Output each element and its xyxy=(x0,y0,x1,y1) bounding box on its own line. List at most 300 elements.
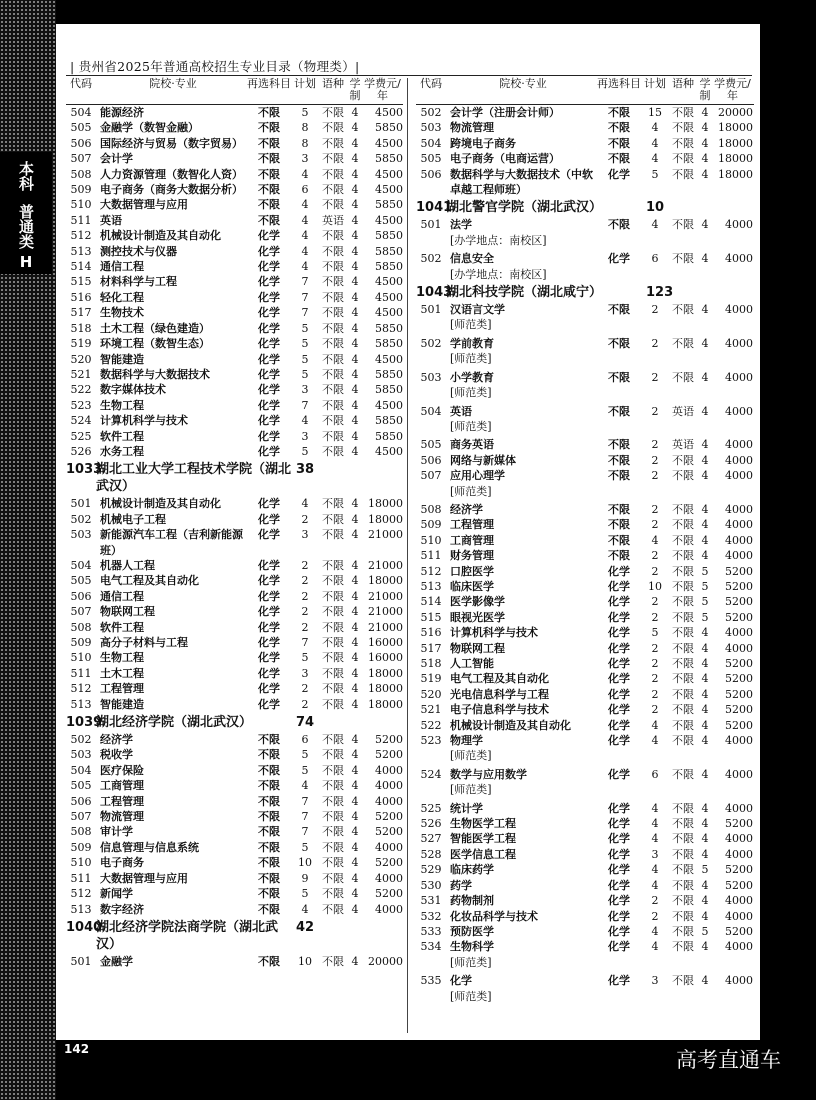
table-row xyxy=(66,182,403,197)
tuition-fee: 21000 xyxy=(368,605,403,619)
major-code: 531 xyxy=(420,894,442,908)
tuition-fee: 4000 xyxy=(725,336,753,350)
table-row xyxy=(416,878,754,893)
years: 4 xyxy=(701,336,709,350)
tuition-fee: 21000 xyxy=(368,589,403,603)
plan-count: 3 xyxy=(301,666,309,680)
elective-subject: 化学 xyxy=(258,444,280,458)
tuition-fee: 4500 xyxy=(375,213,403,227)
plan-count: 7 xyxy=(301,398,309,412)
elective-subject: 化学 xyxy=(258,260,280,274)
table-row xyxy=(66,228,403,243)
plan-count: 15 xyxy=(648,106,662,119)
elective-subject: 化学 xyxy=(258,383,280,397)
plan-count: 5 xyxy=(301,321,309,335)
major-code: 529 xyxy=(420,863,442,877)
language: 不限 xyxy=(672,641,694,655)
major-name: 临床药学 xyxy=(450,863,494,877)
tuition-fee: 4000 xyxy=(375,794,403,808)
major-code: 534 xyxy=(420,940,442,954)
major-code: 510 xyxy=(420,533,442,547)
elective-subject: 不限 xyxy=(258,121,280,135)
elective-subject: 不限 xyxy=(258,840,280,854)
major-code: 507 xyxy=(70,605,92,619)
years: 4 xyxy=(351,352,359,366)
major-name: 学前教育 xyxy=(450,336,494,350)
years: 4 xyxy=(701,469,709,483)
language: 不限 xyxy=(672,610,694,624)
major-name: 通信工程 xyxy=(100,589,144,603)
tuition-fee: 4000 xyxy=(725,404,753,418)
major-name: 智能建造 xyxy=(100,352,144,366)
elective-subject: 化学 xyxy=(608,832,630,846)
major-code: 518 xyxy=(420,657,442,670)
major-code: 521 xyxy=(70,367,92,381)
years: 4 xyxy=(701,703,709,717)
major-code: 501 xyxy=(70,954,92,968)
years: 4 xyxy=(351,697,359,711)
years: 4 xyxy=(351,383,359,397)
language: 不限 xyxy=(322,152,344,166)
years: 4 xyxy=(351,121,359,135)
elective-subject: 化学 xyxy=(608,894,630,908)
table-row xyxy=(66,197,403,212)
major-name: 工程管理 xyxy=(100,794,144,808)
table-row xyxy=(66,120,403,135)
tuition-fee: 18000 xyxy=(368,574,403,588)
table-row xyxy=(416,767,754,782)
tuition-fee: 18000 xyxy=(718,136,753,150)
plan-count: 4 xyxy=(651,152,659,166)
tuition-fee: 4000 xyxy=(725,533,753,547)
major-note: [师范类] xyxy=(450,318,492,332)
years: 4 xyxy=(351,183,359,197)
tuition-fee: 4000 xyxy=(725,303,753,317)
tuition-fee: 4000 xyxy=(725,641,753,655)
major-name: 电子信息科学与技术 xyxy=(450,703,549,717)
tuition-fee: 5200 xyxy=(725,687,753,701)
plan-count: 4 xyxy=(651,878,659,892)
language: 不限 xyxy=(322,136,344,150)
elective-subject: 化学 xyxy=(608,167,630,181)
major-name: 临床医学 xyxy=(450,579,494,593)
elective-subject: 化学 xyxy=(608,940,630,954)
years: 5 xyxy=(701,564,709,578)
years: 5 xyxy=(701,610,709,624)
language: 不限 xyxy=(322,840,344,854)
table-row xyxy=(66,352,403,367)
tuition-fee: 4000 xyxy=(725,894,753,908)
major-name: 电子商务（商务大数据分析） xyxy=(100,183,243,197)
years: 4 xyxy=(701,167,709,181)
table-row xyxy=(416,816,754,831)
plan-count: 4 xyxy=(651,832,659,846)
school-heading xyxy=(416,199,754,216)
page-header: | 贵州省2025年普通高校招生专业目录（物理类）| xyxy=(70,59,360,74)
elective-subject: 不限 xyxy=(258,198,280,212)
tuition-fee: 5850 xyxy=(375,414,403,428)
table-row xyxy=(66,496,403,511)
major-name: 光电信息科学与工程 xyxy=(450,687,549,701)
elective-subject: 化学 xyxy=(608,252,630,266)
elective-subject: 化学 xyxy=(258,414,280,428)
table-row xyxy=(66,429,403,444)
major-code: 510 xyxy=(70,856,92,870)
table-row xyxy=(416,733,754,748)
plan-count: 2 xyxy=(301,620,309,634)
table-row xyxy=(416,641,754,656)
plan-count: 2 xyxy=(301,697,309,711)
years: 4 xyxy=(701,152,709,166)
years: 4 xyxy=(351,733,359,747)
plan-count: 2 xyxy=(651,336,659,350)
major-code: 510 xyxy=(70,198,92,212)
tuition-fee: 5200 xyxy=(725,924,753,938)
years: 4 xyxy=(701,767,709,781)
language: 不限 xyxy=(322,244,344,258)
years: 4 xyxy=(351,275,359,289)
tuition-fee: 4500 xyxy=(375,306,403,320)
years: 4 xyxy=(351,651,359,665)
language: 不限 xyxy=(672,152,694,166)
school-code: 1043 xyxy=(416,285,453,301)
table-row xyxy=(416,151,754,166)
language: 不限 xyxy=(672,167,694,181)
major-note: [师范类] xyxy=(450,419,492,433)
table-row xyxy=(66,213,403,228)
table-row xyxy=(416,801,754,816)
language: 不限 xyxy=(322,321,344,335)
plan-count: 2 xyxy=(651,610,659,624)
major-name: 水务工程 xyxy=(100,444,144,458)
language: 不限 xyxy=(322,512,344,526)
major-code: 518 xyxy=(70,321,92,335)
tuition-fee: 5850 xyxy=(375,198,403,212)
table-row xyxy=(416,404,754,419)
tuition-fee: 4000 xyxy=(725,218,753,232)
elective-subject: 化学 xyxy=(258,666,280,680)
language: 不限 xyxy=(322,902,344,916)
tuition-fee: 5200 xyxy=(725,595,753,609)
tuition-fee: 4500 xyxy=(375,106,403,119)
years: 4 xyxy=(351,763,359,777)
plan-count: 4 xyxy=(301,902,309,916)
table-row xyxy=(416,939,754,954)
elective-subject: 不限 xyxy=(258,213,280,227)
language: 不限 xyxy=(322,636,344,649)
school-plan-total: 42 xyxy=(296,919,315,935)
major-code: 517 xyxy=(420,641,442,655)
major-code: 506 xyxy=(420,167,442,181)
plan-count: 8 xyxy=(301,136,309,150)
major-name: 工程管理 xyxy=(100,682,144,696)
plan-count: 8 xyxy=(301,121,309,135)
language: 不限 xyxy=(322,528,344,542)
tuition-fee: 4000 xyxy=(725,252,753,266)
elective-subject: 化学 xyxy=(258,497,280,511)
table-row xyxy=(66,681,403,696)
tuition-fee: 4500 xyxy=(375,275,403,289)
elective-subject: 化学 xyxy=(258,337,280,351)
plan-count: 2 xyxy=(651,564,659,578)
plan-count: 4 xyxy=(301,167,309,181)
table-row xyxy=(66,336,403,351)
table-row xyxy=(416,656,754,671)
table-row xyxy=(66,635,403,650)
language: 不限 xyxy=(672,218,694,232)
page-number: 142 xyxy=(64,1042,90,1056)
tuition-fee: 16000 xyxy=(368,636,403,649)
years: 4 xyxy=(351,748,359,762)
language: 不限 xyxy=(322,605,344,619)
major-code: 516 xyxy=(420,626,442,640)
major-code: 514 xyxy=(70,260,92,274)
major-code: 523 xyxy=(70,398,92,412)
elective-subject: 化学 xyxy=(258,367,280,381)
table-row xyxy=(66,809,403,824)
plan-count: 4 xyxy=(651,924,659,938)
table-row xyxy=(66,367,403,382)
plan-count: 2 xyxy=(651,303,659,317)
years: 4 xyxy=(701,404,709,418)
language: 不限 xyxy=(672,121,694,135)
years: 4 xyxy=(701,687,709,701)
elective-subject: 化学 xyxy=(608,801,630,815)
table-row xyxy=(416,468,754,483)
years: 4 xyxy=(351,290,359,304)
major-note: [师范类] xyxy=(450,955,492,969)
language: 不限 xyxy=(322,748,344,762)
table-row xyxy=(66,840,403,855)
years: 4 xyxy=(351,605,359,619)
major-code: 501 xyxy=(420,303,442,317)
table-row xyxy=(416,718,754,733)
tuition-fee: 4500 xyxy=(375,444,403,458)
language: 不限 xyxy=(322,574,344,588)
language: 不限 xyxy=(672,564,694,578)
document-page xyxy=(56,24,760,1040)
table-row xyxy=(416,105,754,120)
plan-count: 4 xyxy=(651,533,659,547)
table-row xyxy=(66,871,403,886)
tuition-fee: 5850 xyxy=(375,337,403,351)
plan-count: 5 xyxy=(651,626,659,640)
language: 不限 xyxy=(322,810,344,824)
language: 不限 xyxy=(672,734,694,748)
plan-count: 2 xyxy=(651,595,659,609)
language: 不限 xyxy=(322,306,344,320)
tuition-fee: 18000 xyxy=(368,666,403,680)
language: 不限 xyxy=(322,589,344,603)
school-plan-total: 123 xyxy=(646,285,674,301)
major-note: [师范类] xyxy=(450,484,492,498)
elective-subject: 化学 xyxy=(608,817,630,831)
major-code: 522 xyxy=(420,718,442,732)
elective-subject: 化学 xyxy=(258,636,280,649)
tuition-fee: 5850 xyxy=(375,383,403,397)
major-name: 物流管理 xyxy=(450,121,494,135)
plan-count: 2 xyxy=(651,703,659,717)
table-row xyxy=(416,625,754,640)
language: 不限 xyxy=(322,794,344,808)
language: 不限 xyxy=(672,924,694,938)
plan-count: 3 xyxy=(651,974,659,988)
major-note: [师范类] xyxy=(450,749,492,763)
major-note: [办学地点：南校区] xyxy=(450,233,547,247)
major-name: 小学教育 xyxy=(450,370,494,384)
major-code: 513 xyxy=(420,579,442,593)
major-code: 505 xyxy=(70,779,92,793)
elective-subject: 不限 xyxy=(608,370,630,384)
years: 4 xyxy=(701,657,709,670)
plan-count: 3 xyxy=(301,528,309,542)
years: 4 xyxy=(351,229,359,243)
table-row xyxy=(66,305,403,320)
elective-subject: 化学 xyxy=(608,974,630,988)
language: 不限 xyxy=(322,429,344,443)
years: 4 xyxy=(701,734,709,748)
language: 不限 xyxy=(322,383,344,397)
table-row xyxy=(66,732,403,747)
tuition-fee: 5200 xyxy=(375,887,403,901)
school-name: 湖北经济学院（湖北武汉） xyxy=(96,715,253,731)
major-code: 506 xyxy=(70,136,92,150)
elective-subject: 化学 xyxy=(258,528,280,542)
major-code: 505 xyxy=(70,121,92,135)
language: 不限 xyxy=(322,106,344,119)
major-code: 532 xyxy=(420,909,442,923)
plan-count: 7 xyxy=(301,290,309,304)
table-row xyxy=(66,444,403,459)
plan-count: 7 xyxy=(301,810,309,824)
language: 不限 xyxy=(322,444,344,458)
language: 不限 xyxy=(672,453,694,467)
table-row xyxy=(416,437,754,452)
years: 4 xyxy=(351,856,359,870)
elective-subject: 不限 xyxy=(258,183,280,197)
table-row xyxy=(66,794,403,809)
language: 不限 xyxy=(322,887,344,901)
years: 4 xyxy=(701,909,709,923)
major-code: 526 xyxy=(70,444,92,458)
plan-count: 4 xyxy=(301,414,309,428)
table-row xyxy=(66,902,403,917)
language: 不限 xyxy=(672,817,694,831)
years: 4 xyxy=(351,528,359,542)
language: 不限 xyxy=(672,252,694,266)
plan-count: 7 xyxy=(301,794,309,808)
major-name: 商务英语 xyxy=(450,438,494,452)
years: 4 xyxy=(351,337,359,351)
elective-subject: 不限 xyxy=(258,887,280,901)
language: 不限 xyxy=(322,558,344,572)
plan-count: 2 xyxy=(651,657,659,670)
years: 4 xyxy=(701,817,709,831)
elective-subject: 化学 xyxy=(258,589,280,603)
major-name: 跨境电子商务 xyxy=(450,136,516,150)
language: 不限 xyxy=(672,533,694,547)
table-row xyxy=(416,548,754,563)
language: 英语 xyxy=(672,404,694,418)
elective-subject: 不限 xyxy=(258,136,280,150)
language: 不限 xyxy=(322,229,344,243)
major-code: 509 xyxy=(420,518,442,532)
years: 4 xyxy=(351,167,359,181)
language: 英语 xyxy=(672,438,694,452)
table-row xyxy=(416,924,754,939)
years: 4 xyxy=(351,620,359,634)
plan-count: 10 xyxy=(648,579,662,593)
tuition-fee: 18000 xyxy=(368,512,403,526)
tuition-fee: 4500 xyxy=(375,352,403,366)
major-name: 信息安全 xyxy=(450,252,494,266)
school-name: 湖北经济学院法商学院（湖北武汉） xyxy=(96,919,279,952)
elective-subject: 不限 xyxy=(258,733,280,747)
table-row xyxy=(416,610,754,625)
tuition-fee: 5200 xyxy=(725,863,753,877)
years: 4 xyxy=(701,106,709,119)
years: 4 xyxy=(701,218,709,232)
major-name: 大数据管理与应用 xyxy=(100,198,188,212)
major-name: 物流管理 xyxy=(100,810,144,824)
major-name: 人工智能 xyxy=(450,657,494,670)
tuition-fee: 4500 xyxy=(375,183,403,197)
tuition-fee: 5200 xyxy=(725,878,753,892)
major-name: 金融学 xyxy=(100,954,133,968)
school-code: 1040 xyxy=(66,919,103,935)
plan-count: 4 xyxy=(651,136,659,150)
elective-subject: 化学 xyxy=(608,718,630,732)
language: 不限 xyxy=(672,974,694,988)
tuition-fee: 5200 xyxy=(725,718,753,732)
tuition-fee: 5200 xyxy=(375,810,403,824)
language: 不限 xyxy=(672,626,694,640)
major-name: 大数据管理与应用 xyxy=(100,871,188,885)
major-code: 507 xyxy=(420,469,442,483)
years: 4 xyxy=(351,497,359,511)
school-heading xyxy=(66,714,403,731)
school-heading xyxy=(66,919,403,953)
tuition-fee: 4500 xyxy=(375,398,403,412)
major-code: 507 xyxy=(70,810,92,824)
tuition-fee: 5200 xyxy=(375,748,403,762)
table-row xyxy=(66,274,403,289)
table-row xyxy=(416,702,754,717)
school-name: 湖北科技学院（湖北咸宁） xyxy=(446,285,603,301)
years: 4 xyxy=(351,840,359,854)
table-row xyxy=(416,687,754,702)
major-code: 512 xyxy=(420,564,442,578)
major-name: 机器人工程 xyxy=(100,558,155,572)
years: 4 xyxy=(701,252,709,266)
tuition-fee: 20000 xyxy=(368,954,403,968)
years: 4 xyxy=(351,810,359,824)
tuition-fee: 16000 xyxy=(368,651,403,665)
years: 4 xyxy=(701,438,709,452)
major-note: [师范类] xyxy=(450,783,492,797)
tuition-fee: 21000 xyxy=(368,528,403,542)
years: 4 xyxy=(351,398,359,412)
major-code: 510 xyxy=(70,651,92,665)
major-code: 511 xyxy=(420,549,442,563)
plan-count: 2 xyxy=(651,370,659,384)
major-code: 513 xyxy=(70,244,92,258)
plan-count: 4 xyxy=(301,198,309,212)
years: 4 xyxy=(701,370,709,384)
elective-subject: 不限 xyxy=(258,167,280,181)
table-row xyxy=(66,321,403,336)
major-name: 轻化工程 xyxy=(100,290,144,304)
